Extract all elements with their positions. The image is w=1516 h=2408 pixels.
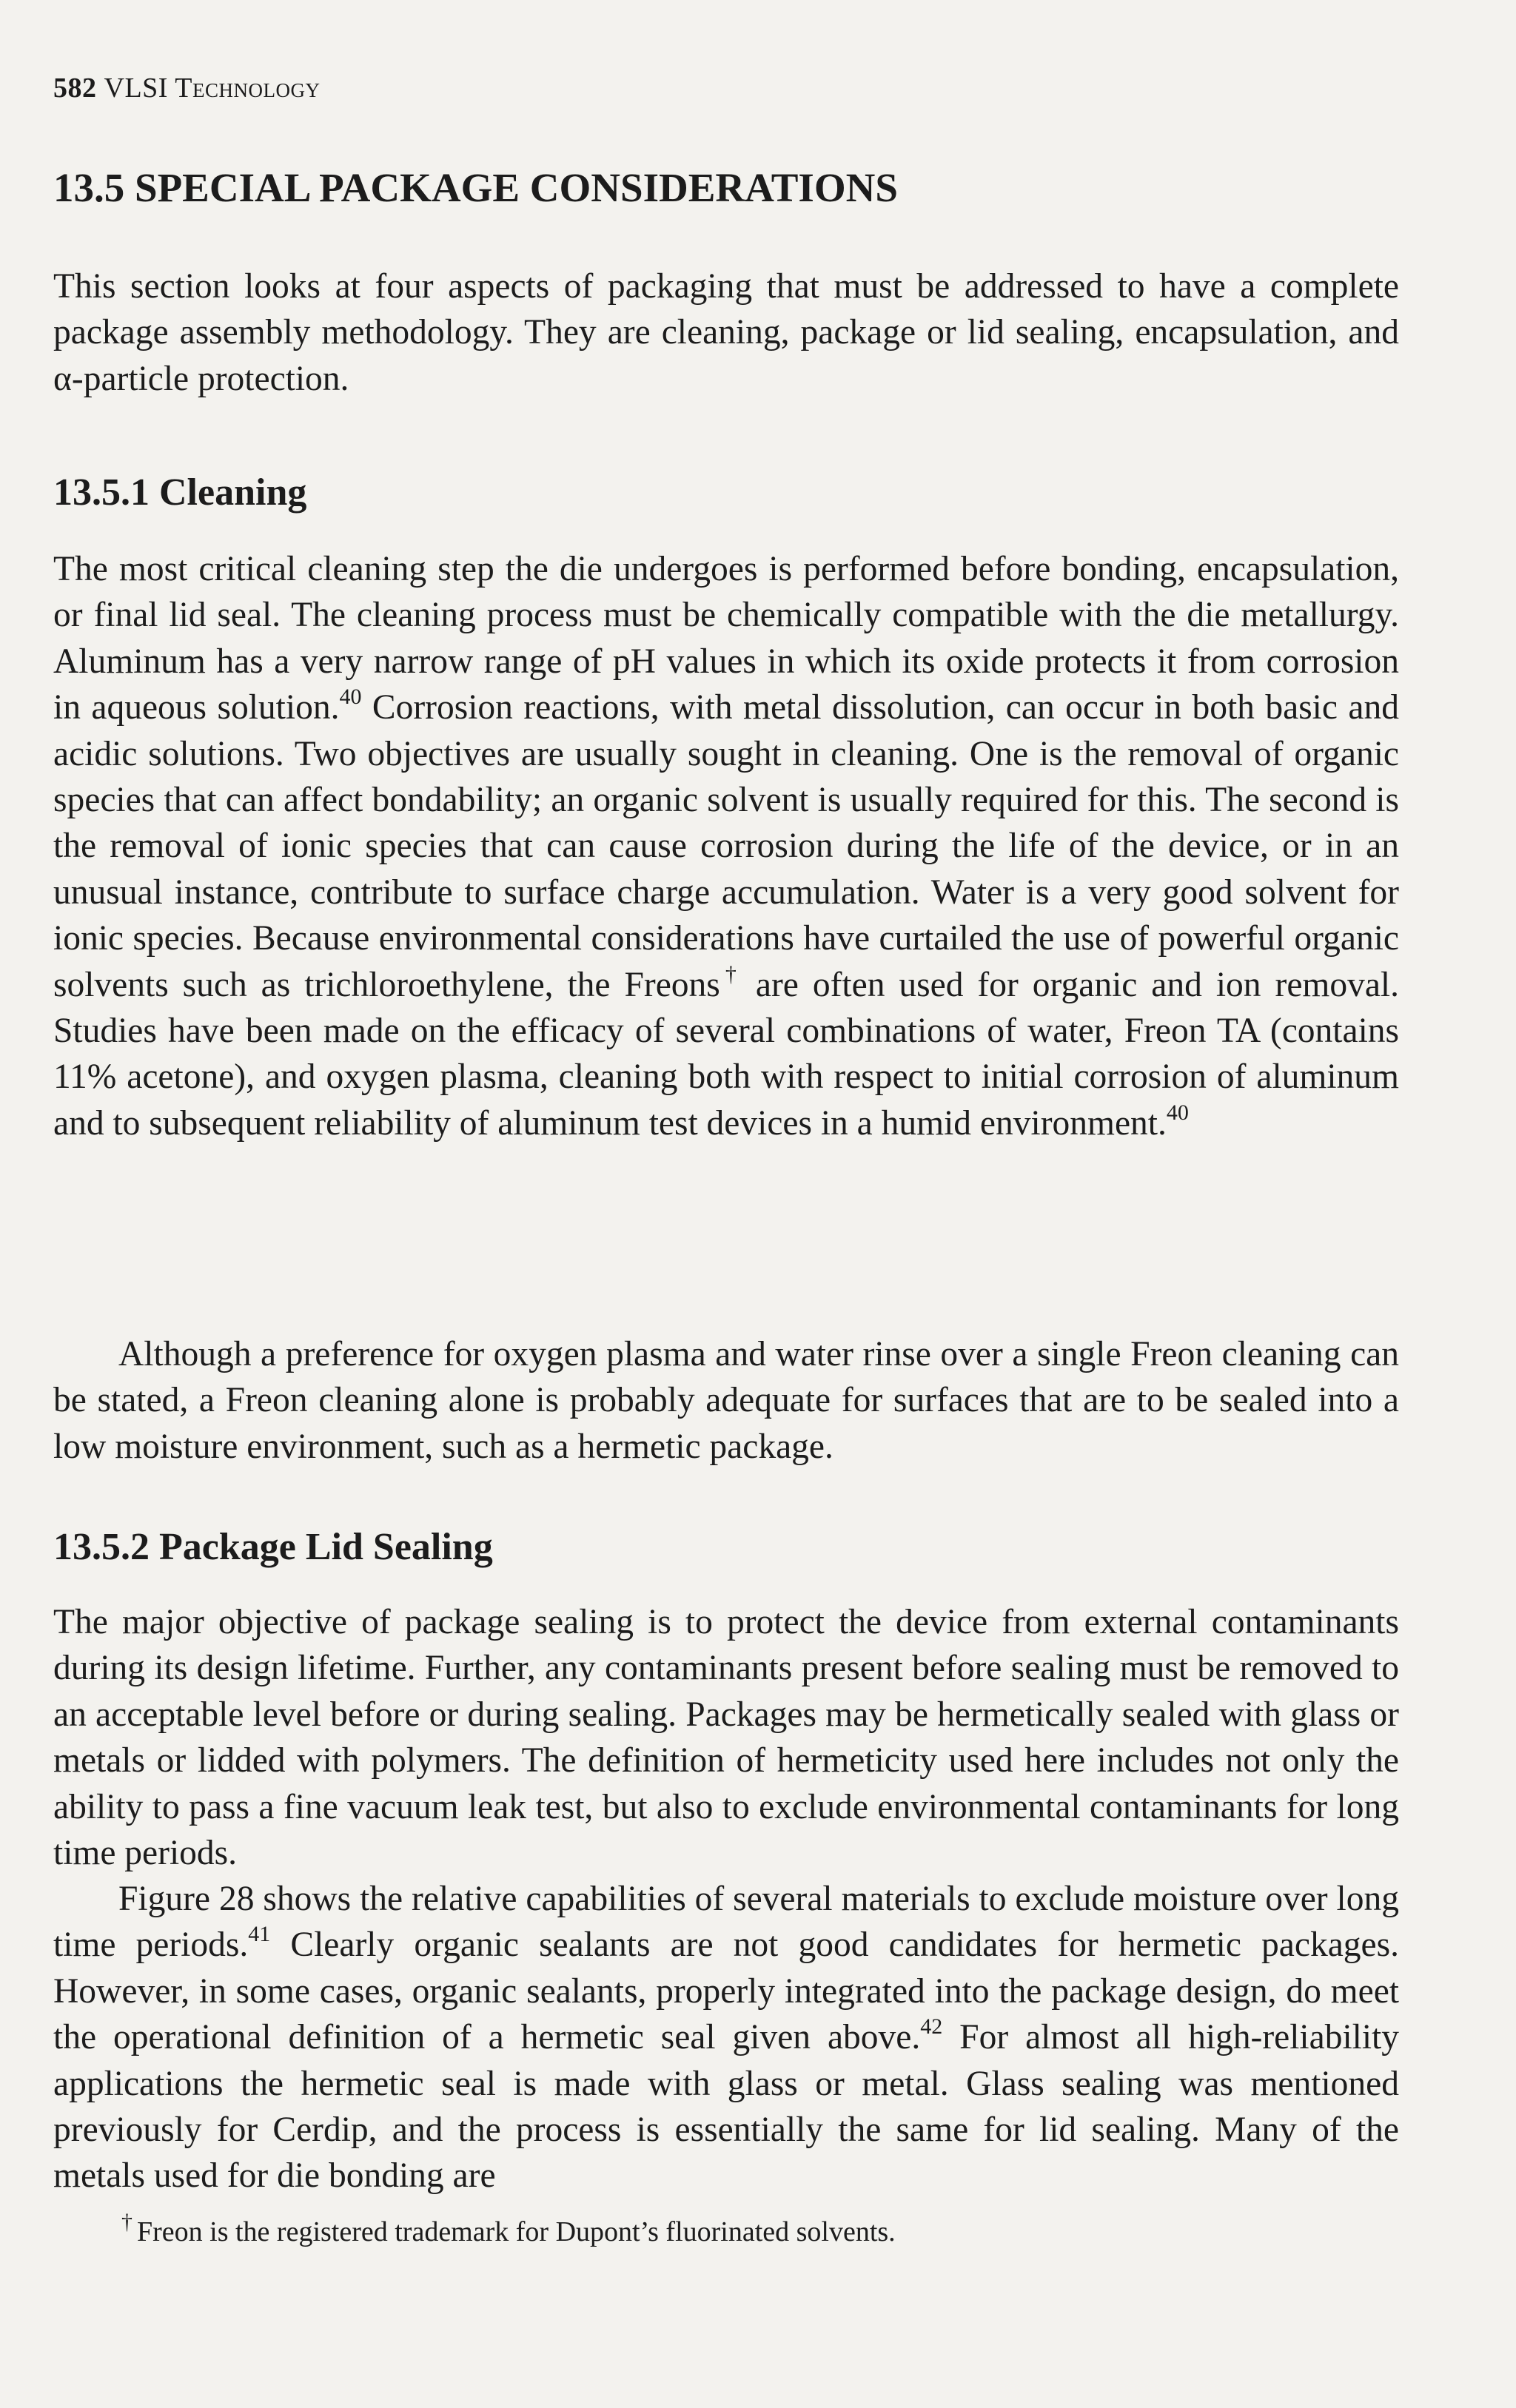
cleaning-paragraph-2: Although a preference for oxygen plasma and water rinse over a single Freon cleaning can be stated, a Freon cleaning alone is probably adequate for surfaces that are to be sealed into a low moisture environment, such as a hermetic package. [53,1335,1399,1466]
reference-40-second: 40 [1166,1100,1189,1125]
footnote [121,2211,896,2246]
section-intro-paragraph: This section looks at four aspects of packaging that must be addressed to have a complete package assembly methodology. They are cleaning, package or lid sealing, encapsulation, and α-particle protection. [53,267,1399,398]
dagger-footnote-mark: † [720,961,742,986]
lid-sealing-p2-text-a: Figure 28 shows the relative capabilities of several materials to exclude moisture over long time periods. [53,1880,1399,1965]
cleaning-p1-text-b: Corrosion reactions, with metal dissolution, can occur in both basic and acidic solutions. Two objectives are usually sought in cleaning. One is the removal of organic species that can affect bondability; an organic solvent is usually required for this. The second is the removal of ionic species that can cause corrosion during the life of the device, or in an unusual instance, contribute to surface charge accumulation. Water is a very good solvent for ionic species. Because environmental considerations have curtailed the use of powerful organic solvents such as trichloroethylene, the Freons [53,688,1399,1004]
book-page [53,73,1400,2247]
reference-40: 40 [339,685,362,710]
page-number: 582 [53,73,97,104]
footnote-dagger-mark: † [121,2210,133,2234]
cleaning-paragraph-1 [53,546,1399,1146]
footnote-text: Freon is the registered trademark for Dupont’s fluorinated solvents. [137,2216,896,2247]
running-head [53,74,1399,102]
lid-sealing-paragraph-1: The major objective of package sealing is to protect the device from external contaminants during its design lifetime. Further, any contaminants present before sealing must be removed to an acceptable level before or during sealing. Packages may be hermetically sealed with glass or metals or lidded with polymers. The definition of hermeticity used here includes not only the ability to pass a fine vacuum leak test, but also to exclude environmental contaminants for long time periods. [53,1603,1399,1873]
reference-42: 42 [920,2014,943,2039]
lid-sealing-p2-text-b: Clearly organic sealants are not good candidates for hermetic packages. However, in some cases, organic sealants, properly integrated into the package design, do meet the operational definition of a hermetic seal given above. [53,1926,1399,2057]
cleaning-p1-text-c: are often used for organic and ion removal. Studies have been made on the efficacy of several combinations of water, Freon TA (contains 11% acetone), and oxygen plasma, cleaning both with respect to initial corrosion of aluminum and to subsequent reliability of aluminum test devices in a humid environment. [53,965,1400,1143]
lid-sealing-heading: 13.5.2 Package Lid Sealing [53,1526,493,1568]
reference-41: 41 [248,1922,271,1947]
running-head-title: VLSI Technology [104,73,321,104]
lid-sealing-paragraph-2 [53,1876,1399,2199]
section-heading: 13.5 SPECIAL PACKAGE CONSIDERATIONS [53,165,898,210]
lid-sealing-p2-text-c: For almost all high-reliability applications the hermetic seal is made with glass or metal. Glass sealing was mentioned previously for Cerdip, and the process is essentially the same for lid sealing. Many of the metals used for die bonding are [53,2018,1399,2196]
cleaning-heading: 13.5.1 Cleaning [53,471,307,514]
cleaning-p1-text-a: The most critical cleaning step the die undergoes is performed before bonding, encapsulation, or final lid seal. The cleaning process must be chemically compatible with the die metallurgy. Aluminum has a very narrow range of pH values in which its oxide protects it from corrosion in aqueous solution. [53,550,1399,727]
